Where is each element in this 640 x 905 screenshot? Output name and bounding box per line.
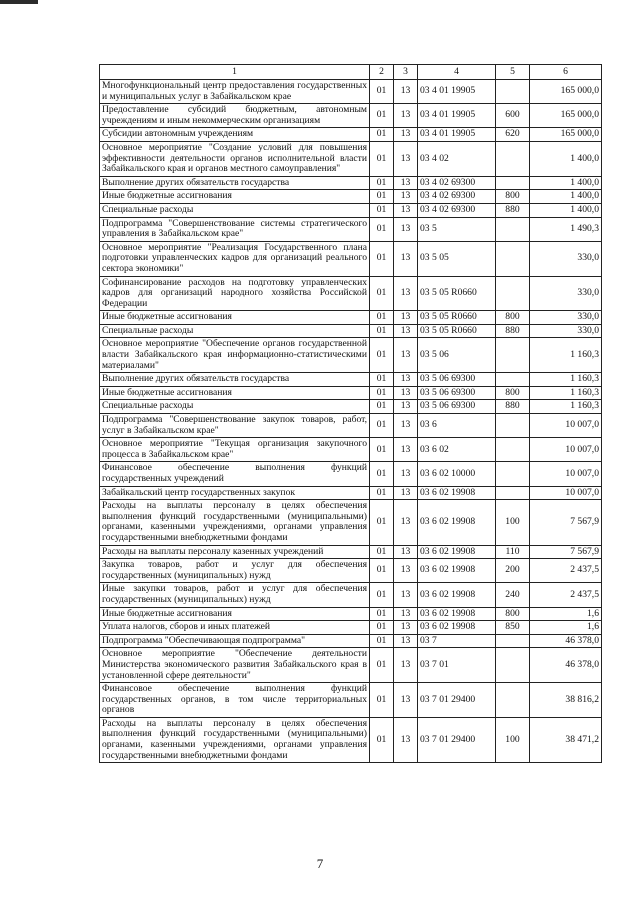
table-row xyxy=(100,634,602,648)
subsection-code: 13 xyxy=(394,176,418,190)
expense-name: Закупка товаров, работ и услуг для обеспечения государственных (муниципальных) нужд xyxy=(100,559,370,583)
expense-name: Основное мероприятие "Создание условий для повышения эффективности деятельности органов исполнительной власти Забайкальского края и органов местного самоуправления" xyxy=(100,141,370,176)
header-cell: 4 xyxy=(418,65,496,80)
amount: 10 007,0 xyxy=(530,486,602,500)
table-row xyxy=(100,462,602,486)
header-cell: 1 xyxy=(100,65,370,80)
expense-name: Подпрограмма "Совершенствование закупок товаров, работ, услуг в Забайкальском крае" xyxy=(100,414,370,438)
subsection-code: 13 xyxy=(394,486,418,500)
corner-mark xyxy=(0,0,38,4)
subsection-code: 13 xyxy=(394,324,418,338)
expense-type-code xyxy=(496,438,530,462)
target-article-code: 03 6 02 19908 xyxy=(418,583,496,607)
target-article-code: 03 6 02 10000 xyxy=(418,462,496,486)
target-article-code: 03 7 01 xyxy=(418,648,496,683)
table-row xyxy=(100,80,602,104)
table-row xyxy=(100,128,602,142)
expense-name: Предоставление субсидий бюджетным, автономным учреждениям и иным некоммерческим организациям xyxy=(100,104,370,128)
expense-type-code: 800 xyxy=(496,311,530,325)
expense-type-code: 800 xyxy=(496,607,530,621)
subsection-code: 13 xyxy=(394,104,418,128)
table-row xyxy=(100,559,602,583)
subsection-code: 13 xyxy=(394,648,418,683)
target-article-code: 03 6 02 19908 xyxy=(418,500,496,545)
amount: 165 000,0 xyxy=(530,104,602,128)
subsection-code: 13 xyxy=(394,190,418,204)
section-code: 01 xyxy=(370,634,394,648)
table-row xyxy=(100,386,602,400)
table-row xyxy=(100,400,602,414)
expense-type-code xyxy=(496,462,530,486)
section-code: 01 xyxy=(370,373,394,387)
section-code: 01 xyxy=(370,400,394,414)
table-row xyxy=(100,648,602,683)
expense-type-code xyxy=(496,373,530,387)
header-cell: 5 xyxy=(496,65,530,80)
target-article-code: 03 5 06 69300 xyxy=(418,386,496,400)
target-article-code: 03 6 02 19908 xyxy=(418,607,496,621)
section-code: 01 xyxy=(370,462,394,486)
expense-type-code xyxy=(496,338,530,373)
expense-name: Финансовое обеспечение выполнения функций государственных учреждений xyxy=(100,462,370,486)
subsection-code: 13 xyxy=(394,386,418,400)
expense-type-code xyxy=(496,486,530,500)
expense-name: Специальные расходы xyxy=(100,400,370,414)
amount: 7 567,9 xyxy=(530,500,602,545)
expense-name: Иные бюджетные ассигнования xyxy=(100,607,370,621)
table-row xyxy=(100,621,602,635)
table-row xyxy=(100,176,602,190)
section-code: 01 xyxy=(370,203,394,217)
expense-name: Забайкальский центр государственных закупок xyxy=(100,486,370,500)
subsection-code: 13 xyxy=(394,462,418,486)
expense-name: Расходы на выплаты персоналу казенных учреждений xyxy=(100,545,370,559)
amount: 330,0 xyxy=(530,276,602,311)
amount: 2 437,5 xyxy=(530,583,602,607)
amount: 38 471,2 xyxy=(530,717,602,762)
target-article-code: 03 6 02 19908 xyxy=(418,545,496,559)
amount: 330,0 xyxy=(530,311,602,325)
target-article-code: 03 4 02 69300 xyxy=(418,190,496,204)
expense-name: Иные бюджетные ассигнования xyxy=(100,386,370,400)
amount: 1 400,0 xyxy=(530,141,602,176)
amount: 10 007,0 xyxy=(530,462,602,486)
table-row xyxy=(100,438,602,462)
expense-name: Специальные расходы xyxy=(100,203,370,217)
amount: 330,0 xyxy=(530,241,602,276)
table-row xyxy=(100,217,602,241)
expense-name: Иные закупки товаров, работ и услуг для обеспечения государственных (муниципальных) нужд xyxy=(100,583,370,607)
target-article-code: 03 5 05 R0660 xyxy=(418,324,496,338)
table-row xyxy=(100,141,602,176)
expense-name: Многофункциональный центр предоставления государственных и муниципальных услуг в Забайкальском крае xyxy=(100,80,370,104)
target-article-code: 03 6 02 19908 xyxy=(418,486,496,500)
amount: 1 400,0 xyxy=(530,203,602,217)
table-row xyxy=(100,373,602,387)
amount: 10 007,0 xyxy=(530,414,602,438)
expense-type-code: 110 xyxy=(496,545,530,559)
subsection-code: 13 xyxy=(394,438,418,462)
expense-type-code: 100 xyxy=(496,717,530,762)
subsection-code: 13 xyxy=(394,217,418,241)
expense-type-code: 200 xyxy=(496,559,530,583)
section-code: 01 xyxy=(370,241,394,276)
table-row xyxy=(100,683,602,718)
expense-name: Расходы на выплаты персоналу в целях обеспечения выполнения функций государственными (муниципальными) органами, казенными учреждениями, органами управления государственными внебюджетными фондами xyxy=(100,500,370,545)
section-code: 01 xyxy=(370,128,394,142)
subsection-code: 13 xyxy=(394,400,418,414)
section-code: 01 xyxy=(370,386,394,400)
table-row xyxy=(100,276,602,311)
target-article-code: 03 4 01 19905 xyxy=(418,80,496,104)
expense-name: Расходы на выплаты персоналу в целях обеспечения выполнения функций государственными (муниципальными) органами, казенными учреждениями, органами управления государственными внебюджетными фондами xyxy=(100,717,370,762)
amount: 1 160,3 xyxy=(530,400,602,414)
expense-name: Основное мероприятие "Текущая организация закупочного процесса в Забайкальском крае" xyxy=(100,438,370,462)
amount: 38 816,2 xyxy=(530,683,602,718)
subsection-code: 13 xyxy=(394,128,418,142)
expense-type-code: 240 xyxy=(496,583,530,607)
target-article-code: 03 5 06 69300 xyxy=(418,400,496,414)
section-code: 01 xyxy=(370,311,394,325)
table-row xyxy=(100,338,602,373)
expense-name: Выполнение других обязательств государства xyxy=(100,176,370,190)
expense-name: Основное мероприятие "Обеспечение органов государственной власти Забайкальского края информационно-статистическими материалами" xyxy=(100,338,370,373)
expense-type-code xyxy=(496,141,530,176)
table-row xyxy=(100,545,602,559)
section-code: 01 xyxy=(370,648,394,683)
target-article-code: 03 6 02 xyxy=(418,438,496,462)
amount: 46 378,0 xyxy=(530,648,602,683)
section-code: 01 xyxy=(370,438,394,462)
subsection-code: 13 xyxy=(394,373,418,387)
table-row xyxy=(100,190,602,204)
expense-name: Иные бюджетные ассигнования xyxy=(100,190,370,204)
subsection-code: 13 xyxy=(394,545,418,559)
header-cell: 2 xyxy=(370,65,394,80)
table-row xyxy=(100,583,602,607)
header-cell: 6 xyxy=(530,65,602,80)
target-article-code: 03 6 xyxy=(418,414,496,438)
table-row xyxy=(100,414,602,438)
section-code: 01 xyxy=(370,176,394,190)
table-body xyxy=(100,80,602,763)
subsection-code: 13 xyxy=(394,80,418,104)
subsection-code: 13 xyxy=(394,621,418,635)
section-code: 01 xyxy=(370,276,394,311)
subsection-code: 13 xyxy=(394,717,418,762)
amount: 2 437,5 xyxy=(530,559,602,583)
table-row xyxy=(100,486,602,500)
expense-type-code xyxy=(496,176,530,190)
subsection-code: 13 xyxy=(394,414,418,438)
table-row xyxy=(100,717,602,762)
section-code: 01 xyxy=(370,559,394,583)
target-article-code: 03 5 05 xyxy=(418,241,496,276)
expense-type-code: 800 xyxy=(496,386,530,400)
target-article-code: 03 5 06 xyxy=(418,338,496,373)
target-article-code: 03 6 02 19908 xyxy=(418,621,496,635)
section-code: 01 xyxy=(370,683,394,718)
subsection-code: 13 xyxy=(394,141,418,176)
subsection-code: 13 xyxy=(394,241,418,276)
target-article-code: 03 4 01 19905 xyxy=(418,128,496,142)
expense-type-code: 850 xyxy=(496,621,530,635)
expense-type-code: 880 xyxy=(496,324,530,338)
expense-type-code: 620 xyxy=(496,128,530,142)
section-code: 01 xyxy=(370,338,394,373)
target-article-code: 03 4 01 19905 xyxy=(418,104,496,128)
expense-type-code: 800 xyxy=(496,190,530,204)
amount: 1 160,3 xyxy=(530,338,602,373)
expense-name: Основное мероприятие "Обеспечение деятельности Министерства экономического развития Забайкальского края в установленной сфере деятельности" xyxy=(100,648,370,683)
section-code: 01 xyxy=(370,141,394,176)
expense-type-code xyxy=(496,414,530,438)
subsection-code: 13 xyxy=(394,338,418,373)
amount: 330,0 xyxy=(530,324,602,338)
subsection-code: 13 xyxy=(394,203,418,217)
amount: 1,6 xyxy=(530,607,602,621)
section-code: 01 xyxy=(370,217,394,241)
table-row xyxy=(100,311,602,325)
expense-type-code: 880 xyxy=(496,203,530,217)
target-article-code: 03 4 02 69300 xyxy=(418,203,496,217)
section-code: 01 xyxy=(370,190,394,204)
expense-type-code: 880 xyxy=(496,400,530,414)
subsection-code: 13 xyxy=(394,311,418,325)
amount: 1 160,3 xyxy=(530,373,602,387)
amount: 7 567,9 xyxy=(530,545,602,559)
expense-type-code xyxy=(496,217,530,241)
amount: 46 378,0 xyxy=(530,634,602,648)
amount: 1 400,0 xyxy=(530,190,602,204)
subsection-code: 13 xyxy=(394,634,418,648)
expense-type-code: 100 xyxy=(496,500,530,545)
subsection-code: 13 xyxy=(394,559,418,583)
amount: 1,6 xyxy=(530,621,602,635)
page-number: 7 xyxy=(316,856,324,871)
expense-name: Уплата налогов, сборов и иных платежей xyxy=(100,621,370,635)
section-code: 01 xyxy=(370,607,394,621)
amount: 1 400,0 xyxy=(530,176,602,190)
section-code: 01 xyxy=(370,414,394,438)
section-code: 01 xyxy=(370,80,394,104)
expense-type-code xyxy=(496,634,530,648)
expense-name: Подпрограмма "Совершенствование системы стратегического управления в Забайкальском крае" xyxy=(100,217,370,241)
section-code: 01 xyxy=(370,717,394,762)
table-row xyxy=(100,500,602,545)
target-article-code: 03 5 05 R0660 xyxy=(418,276,496,311)
target-article-code: 03 4 02 xyxy=(418,141,496,176)
expense-type-code: 600 xyxy=(496,104,530,128)
expense-type-code xyxy=(496,276,530,311)
subsection-code: 13 xyxy=(394,500,418,545)
section-code: 01 xyxy=(370,621,394,635)
header-cell: 3 xyxy=(394,65,418,80)
expense-name: Софинансирование расходов на подготовку управленческих кадров для организаций народного хозяйства Российской Федерации xyxy=(100,276,370,311)
amount: 165 000,0 xyxy=(530,128,602,142)
target-article-code: 03 7 01 29400 xyxy=(418,683,496,718)
amount: 1 160,3 xyxy=(530,386,602,400)
expense-name: Основное мероприятие "Реализация Государственного плана подготовки управленческих кадров для организаций реального сектора экономики" xyxy=(100,241,370,276)
table-row xyxy=(100,203,602,217)
section-code: 01 xyxy=(370,324,394,338)
subsection-code: 13 xyxy=(394,276,418,311)
section-code: 01 xyxy=(370,104,394,128)
table-row xyxy=(100,241,602,276)
target-article-code: 03 7 01 29400 xyxy=(418,717,496,762)
section-code: 01 xyxy=(370,583,394,607)
expense-name: Иные бюджетные ассигнования xyxy=(100,311,370,325)
expense-name: Подпрограмма "Обеспечивающая подпрограмма" xyxy=(100,634,370,648)
target-article-code: 03 7 xyxy=(418,634,496,648)
expense-type-code xyxy=(496,241,530,276)
table-row xyxy=(100,104,602,128)
subsection-code: 13 xyxy=(394,683,418,718)
subsection-code: 13 xyxy=(394,583,418,607)
target-article-code: 03 5 xyxy=(418,217,496,241)
subsection-code: 13 xyxy=(394,607,418,621)
target-article-code: 03 5 06 69300 xyxy=(418,373,496,387)
expense-name: Субсидии автономным учреждениям xyxy=(100,128,370,142)
amount: 165 000,0 xyxy=(530,80,602,104)
table-row xyxy=(100,324,602,338)
target-article-code: 03 5 05 R0660 xyxy=(418,311,496,325)
target-article-code: 03 4 02 69300 xyxy=(418,176,496,190)
expense-name: Специальные расходы xyxy=(100,324,370,338)
expense-name: Выполнение других обязательств государства xyxy=(100,373,370,387)
header-row xyxy=(100,65,602,80)
section-code: 01 xyxy=(370,545,394,559)
expense-type-code xyxy=(496,80,530,104)
amount: 10 007,0 xyxy=(530,438,602,462)
budget-table xyxy=(99,64,602,763)
section-code: 01 xyxy=(370,500,394,545)
section-code: 01 xyxy=(370,486,394,500)
table-row xyxy=(100,607,602,621)
amount: 1 490,3 xyxy=(530,217,602,241)
expense-type-code xyxy=(496,648,530,683)
target-article-code: 03 6 02 19908 xyxy=(418,559,496,583)
expense-name: Финансовое обеспечение выполнения функций государственных органов, в том числе территориальных органов xyxy=(100,683,370,718)
expense-type-code xyxy=(496,683,530,718)
